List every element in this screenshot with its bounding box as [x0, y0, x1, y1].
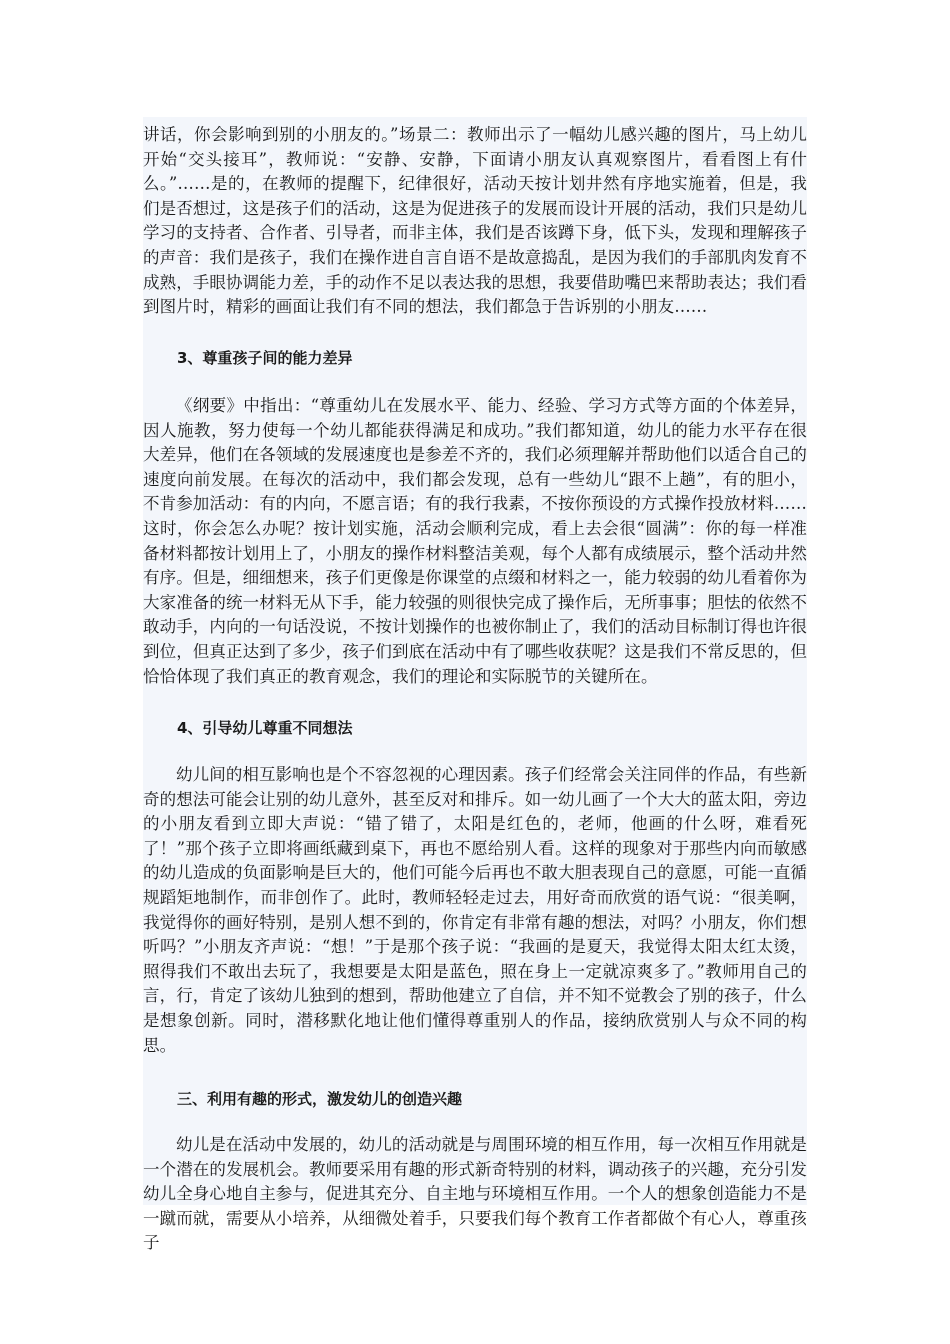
heading-ability-differences: 3、尊重孩子间的能力差异	[177, 349, 353, 367]
paragraph-guideline: 《纲要》中指出：“尊重幼儿在发展水平、能力、经验、学习方式等方面的个体差异，因人施教，努力使每一个幼儿都能获得满足和成功。”我们都知道，幼儿的能力水平存在很大差异，他们在各领域的发展速度也是参差不齐的，我们必须理解并帮助他们以适合自己的速度向前发展。在每次的活动中，我们都会发现，总有一些幼儿“跟不上趟”，有的胆小，不肯参加活动：有的内向，不愿言语；有的我行我素，不按你预设的方式操作投放材料……这时，你会怎么办呢？按计划实施，活动会顺利完成，看上去会很“圆满”：你的每一样准备材料都按计划用上了，小朋友的操作材料整洁美观，每个人都有成绩展示，整个活动井然有序。但是，细细想来，孩子们更像是你课堂的点缀和材料之一，能力较弱的幼儿看着你为大家准备的统一材料无从下手，能力较强的则很快完成了操作后，无所事事；胆怯的依然不敢动手，内向的一句话没说，不按计划操作的也被你制止了，我们的活动目标制订得也许很到位，但真正达到了多少，孩子们到底在活动中有了哪些收获呢？这是我们不常反思的，但恰恰体现了我们真正的教育观念，我们的理论和实际脱节的关键所在。	[143, 396, 807, 686]
heading-section-three: 三、利用有趣的形式，激发幼儿的创造兴趣	[177, 1090, 463, 1108]
heading-respect-ideas: 4、引导幼儿尊重不同想法	[177, 719, 353, 737]
paragraph-peer-influence: 幼儿间的相互影响也是个不容忽视的心理因素。孩子们经常会关注同伴的作品，有些新奇的想法可能会让别的幼儿意外，甚至反对和排斥。如一幼儿画了一个大大的蓝太阳，旁边的小朋友看到立即大声说：“错了错了，太阳是红色的，老师，他画的什么呀，难看死了！”那个孩子立即将画纸藏到桌下，再也不愿给别人看。这样的现象对于那些内向而敏感的幼儿造成的负面影响是巨大的，他们可能今后再也不敢大胆表现自己的意愿，可能一直循规蹈矩地制作，而非创作了。此时，教师轻轻走过去，用好奇而欣赏的语气说：“很美啊，我觉得你的画好特别，是别人想不到的，你肯定有非常有趣的想法，对吗？小朋友，你们想听吗？”小朋友齐声说：“想！”于是那个孩子说：“我画的是夏天，我觉得太阳太红太烫，照得我们不敢出去玩了，我想要是太阳是蓝色，照在身上一定就凉爽多了。”教师用自己的言，行，肯定了该幼儿独到的想到，帮助他建立了自信，并不知不觉教会了别的孩子，什么是想象创新。同时，潜移默化地让他们懂得尊重别人的作品，接纳欣赏别人与众不同的构思。	[143, 765, 807, 1055]
document-body	[143, 117, 807, 1253]
paragraph-scene-two: 讲话，你会影响到别的小朋友的。”场景二：教师出示了一幅幼儿感兴趣的图片，马上幼儿开始“交头接耳”，教师说：“安静、安静，下面请小朋友认真观察图片，看看图上有什么。”……是的，在教师的提醒下，纪律很好，活动天按计划井然有序地实施着，但是，我们是否想过，这是孩子们的活动，这是为促进孩子的发展而设计开展的活动，我们只是幼儿学习的支持者、合作者、引导者，而非主体，我们是否该蹲下身，低下头，发现和理解孩子的声音：我们是孩子，我们在操作进自言自语不是故意捣乱，是因为我们的手部肌肉发育不成熟，手眼协调能力差，手的动作不足以表达我的思想，我要借助嘴巴来帮助表达；我们看到图片时，精彩的画面让我们有不同的想法，我们都急于告诉别的小朋友……	[143, 125, 807, 317]
paragraph-interesting-forms: 幼儿是在活动中发展的，幼儿的活动就是与周围环境的相互作用，每一次相互作用就是一个潜在的发展机会。教师要采用有趣的形式新奇特别的材料，调动孩子的兴趣，充分引发幼儿全身心地自主参与，促进其充分、自主地与环境相互作用。一个人的想象创造能力不是一蹴而就，需要从小培养，从细微处着手，只要我们每个教育工作者都做个有心人，尊重孩子	[143, 1135, 807, 1253]
